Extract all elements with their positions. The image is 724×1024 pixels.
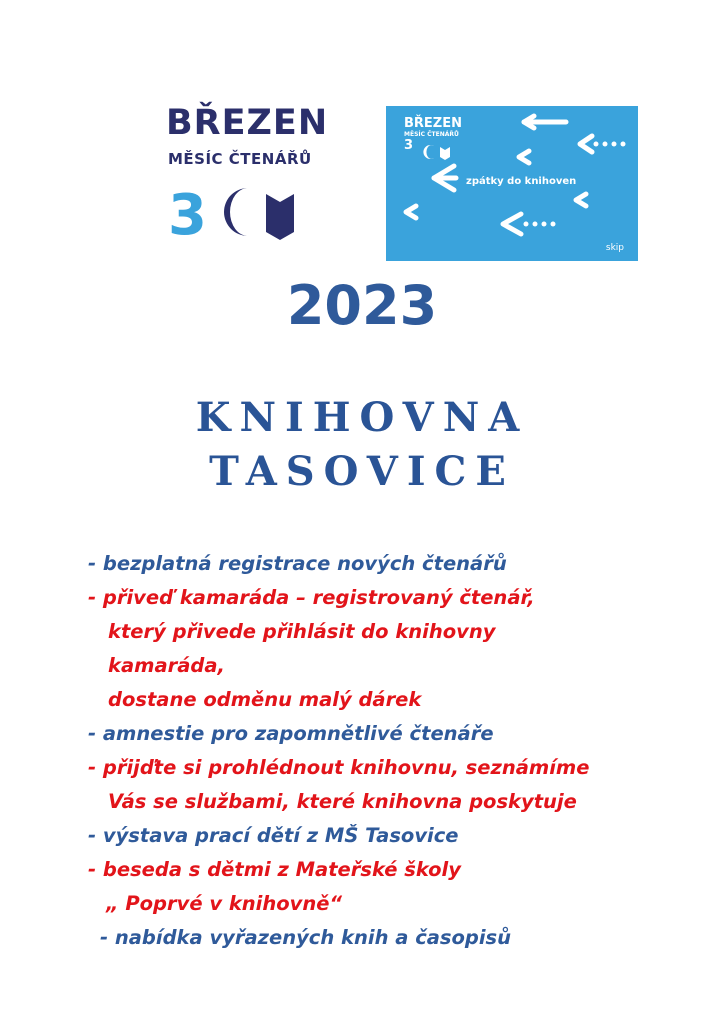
moon-icon (224, 188, 248, 236)
zpatky-do-knihoven-banner (386, 106, 638, 261)
brezen-logo (148, 90, 328, 260)
list-item: - amnestie pro zapomnětlivé čtenáře (88, 722, 494, 745)
list-item: „ Poprvé v knihovně“ (106, 892, 343, 915)
list-item: - výstava prací dětí z MŠ Tasovice (88, 824, 459, 847)
banner-tagline: zpátky do knihoven (466, 176, 577, 187)
list-item: dostane odměnu malý dárek (108, 688, 422, 711)
book-icon (266, 194, 294, 240)
logo-numeral: 3 (168, 183, 207, 242)
skip-brand: skip (605, 243, 624, 253)
list-item: - přiveď kamaráda – registrovaný čtenář, (88, 586, 535, 609)
list-item: který přivede přihlásit do knihovny (108, 620, 496, 643)
logo-subtitle: MĚSÍC ČTENÁŘŮ (168, 150, 312, 168)
list-item: - nabídka vyřazených knih a časopisů (100, 926, 512, 949)
banner-subtitle: MĚSÍC ČTENÁŘŮ (404, 131, 459, 138)
list-item: - beseda s dětmi z Mateřské školy (88, 858, 461, 881)
library-name-line1: KNIHOVNA (195, 394, 529, 441)
list-item: - přijďte si prohlédnout knihovnu, seznámíme (88, 756, 590, 779)
year-heading: 2023 (286, 274, 438, 337)
library-name-line2: TASOVICE (209, 448, 515, 495)
banner-title: BŘEZEN (404, 116, 462, 131)
list-item: Vás se službami, které knihovna poskytuje (108, 790, 577, 813)
list-item: - bezplatná registrace nových čtenářů (88, 552, 507, 575)
list-item: kamaráda, (108, 654, 225, 677)
logo-title: BŘEZEN (166, 103, 329, 143)
banner-numeral: 3 (404, 138, 414, 153)
logo-icons (166, 182, 316, 242)
